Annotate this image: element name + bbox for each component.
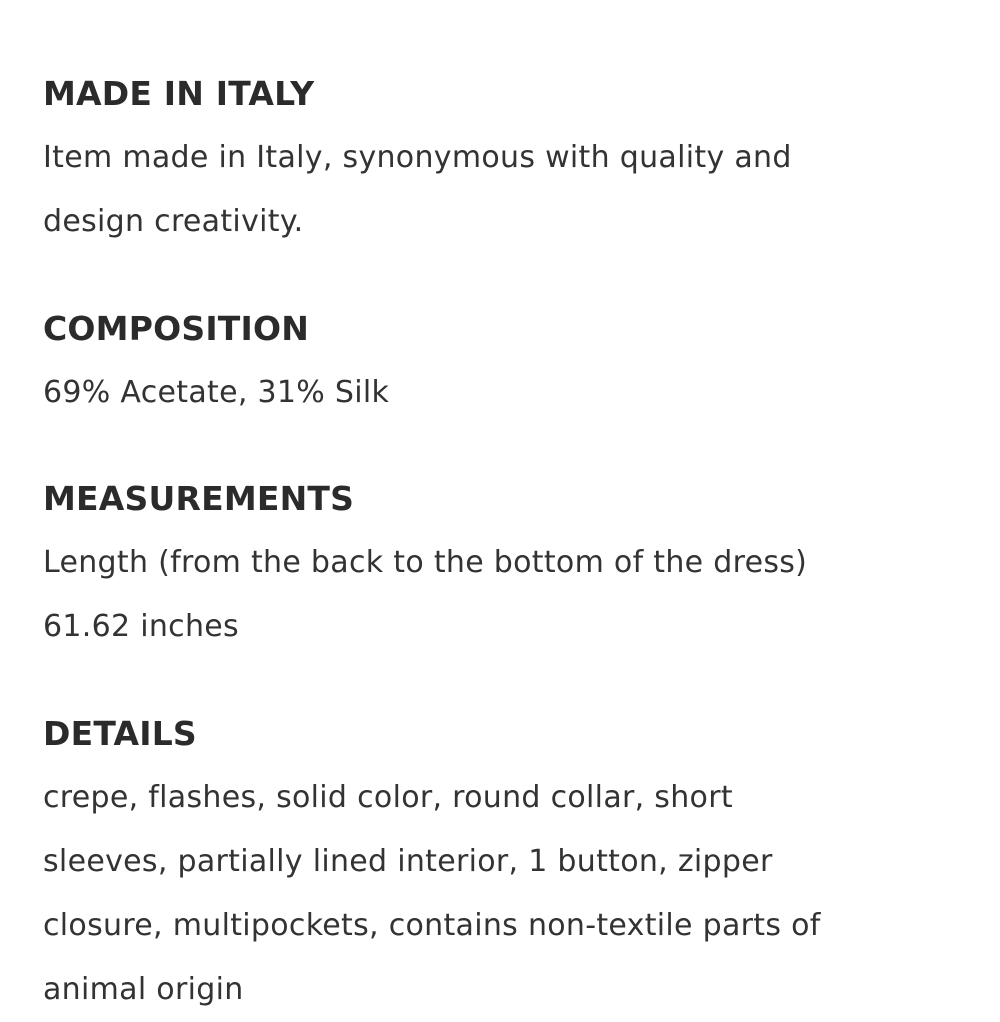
details-text xyxy=(43,766,963,1022)
made-in-italy-section xyxy=(43,70,963,254)
composition-section xyxy=(43,305,963,425)
composition-text xyxy=(43,361,963,425)
details-section xyxy=(43,710,963,1022)
details-line: closure, multipockets, contains non-textile parts of xyxy=(43,908,821,943)
composition-line: 69% Acetate, 31% Silk xyxy=(43,375,390,410)
measurements-line: 61.62 inches xyxy=(43,609,239,644)
made-in-italy-line: design creativity. xyxy=(43,204,304,239)
made-in-italy-heading: MADE IN ITALY xyxy=(43,74,315,113)
measurements-line: Length (from the back to the bottom of the dress) xyxy=(43,545,808,580)
measurements-section xyxy=(43,475,963,659)
made-in-italy-text xyxy=(43,126,963,254)
details-line: animal origin xyxy=(43,972,244,1007)
details-heading: DETAILS xyxy=(43,714,197,753)
measurements-text xyxy=(43,531,963,659)
details-line: sleeves, partially lined interior, 1 button, zipper xyxy=(43,844,773,879)
composition-heading: COMPOSITION xyxy=(43,309,310,348)
measurements-heading: MEASUREMENTS xyxy=(43,479,355,518)
made-in-italy-line: Item made in Italy, synonymous with quality and xyxy=(43,140,792,175)
details-line: crepe, flashes, solid color, round collar, short xyxy=(43,780,733,815)
